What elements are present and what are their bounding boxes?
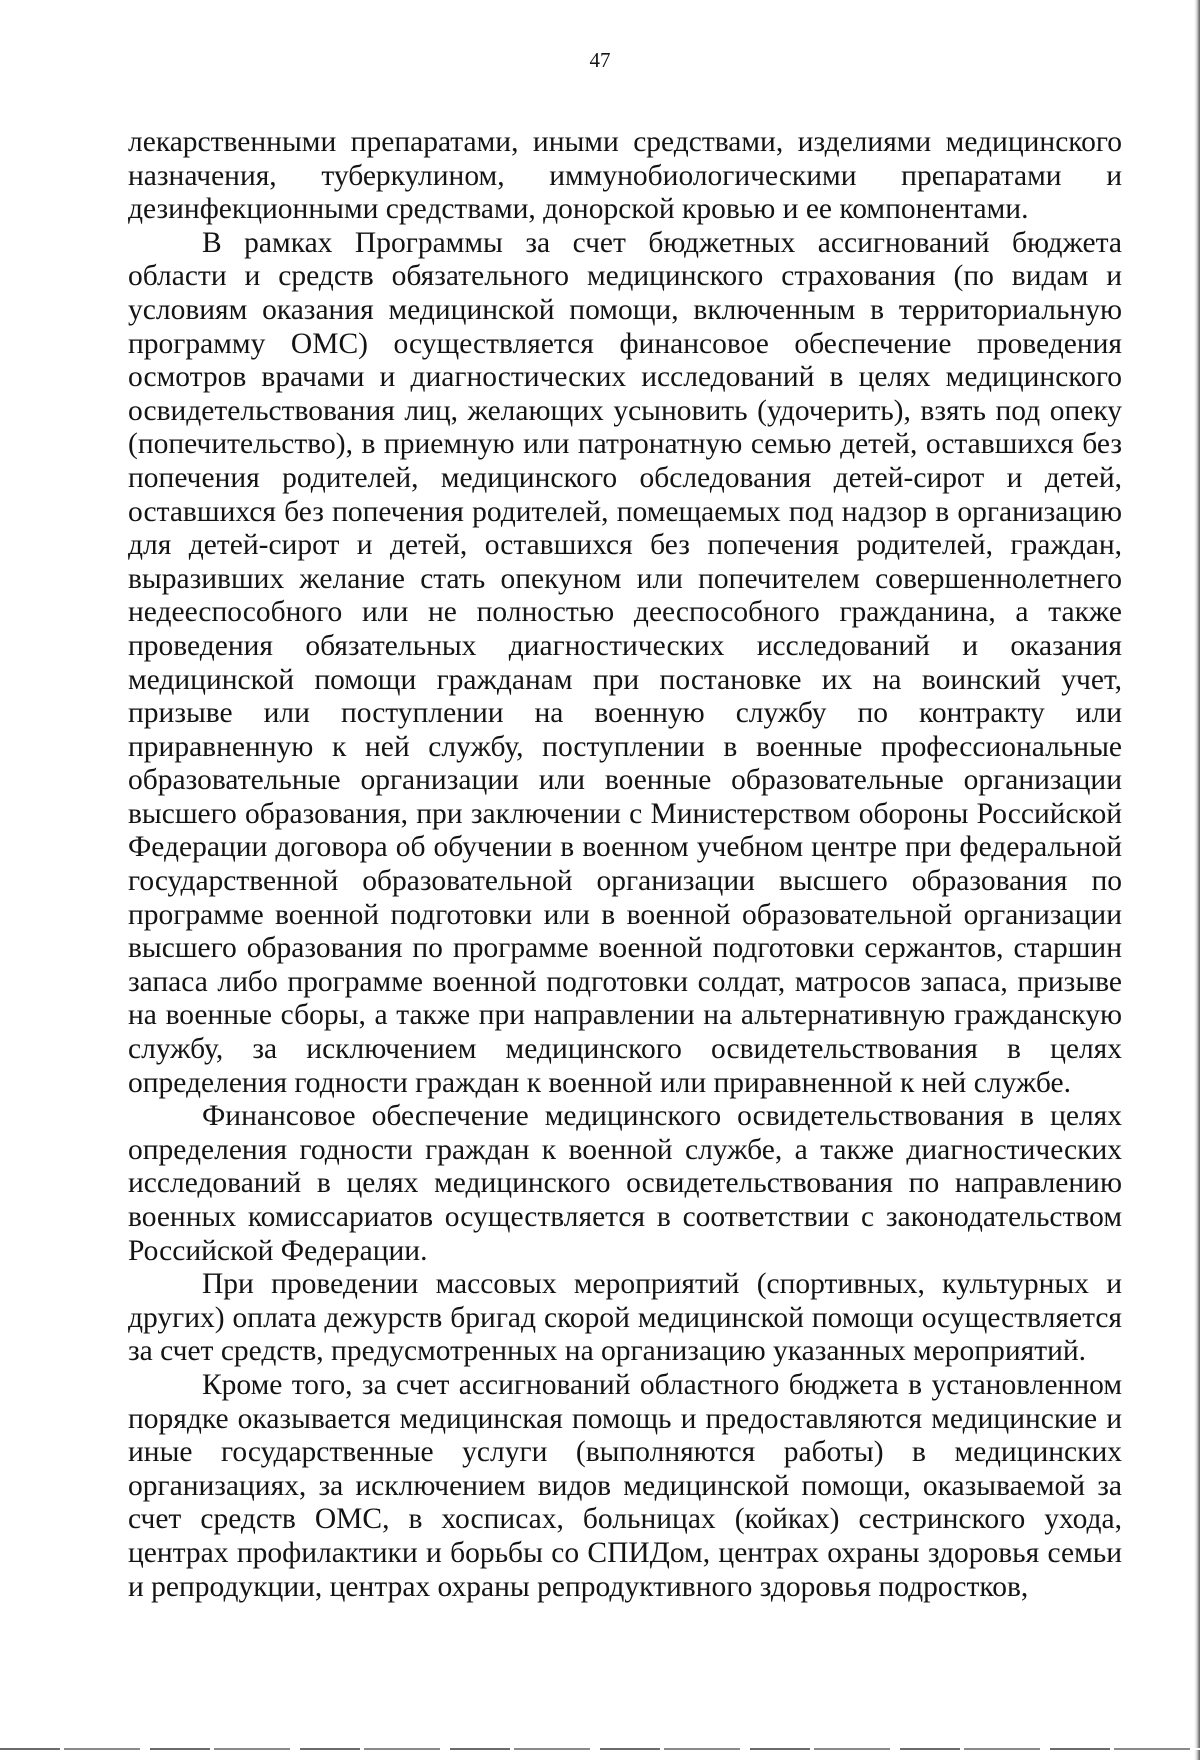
- paragraph-continuation: лекарственными препаратами, иными средствами, изделиями медицинского назначения, туберкулином, иммунобиологическими препаратами и дезинфекционными средствами, донорской кровью и ее компонентами.: [128, 126, 1122, 226]
- scan-edge-bottom: [0, 1748, 1200, 1750]
- paragraph-mass-events: При проведении массовых мероприятий (спортивных, культурных и других) оплата дежурств бригад скорой медицинской помощи осуществляется за счет средств, предусмотренных на организацию указанных мероприятий.: [128, 1268, 1122, 1368]
- paragraph-military-examination: Финансовое обеспечение медицинского освидетельствования в целях определения годности граждан к военной службе, а также диагностических исследований в целях медицинского освидетельствования по направлению военных комиссариатов осуществляется в соответствии с законодательством Российской Федерации.: [128, 1100, 1122, 1267]
- page-number: 47: [589, 48, 611, 72]
- paragraph-program-financing: В рамках Программы за счет бюджетных ассигнований бюджета области и средств обязательного медицинского страхования (по видам и условиям оказания медицинской помощи, включенным в территориальную программу ОМС) осуществляется финансовое обеспечение проведения осмотров врачами и диагностических исследований в целях медицинского освидетельствования лиц, желающих усыновить (удочерить), взять под опеку (попечительство), в приемную или патронатную семью детей, оставшихся без попечения родителей, медицинского обследования детей-сирот и детей, оставшихся без попечения родителей, помещаемых под надзор в организацию для детей-сирот и детей, оставшихся без попечения родителей, граждан, выразивших желание стать опекуном или попечителем совершеннолетнего недееспособного или не полностью дееспособного гражданина, а также проведения обязательных диагностических исследований и оказания медицинской помощи гражданам при постановке их на воинский учет, призыве или поступлении на военную службу по контракту или приравненную к ней службу, поступлении в военные профессиональные образовательные организации или военные образовательные организации высшего образования, при заключении с Министерством обороны Российской Федерации договора об обучении в военном учебном центре при федеральной государственной образовательной организации высшего образования по программе военной подготовки или в военной образовательной организации высшего образования по программе военной подготовки сержантов, старшин запаса либо программе военной подготовки солдат, матросов запаса, призыве на военные сборы, а также при направлении на альтернативную гражданскую службу, за исключением медицинского освидетельствования в целях определения годности граждан к военной или приравненной к ней службе.: [128, 226, 1122, 1099]
- body-text: [128, 126, 1122, 1604]
- scan-edge-right: [1194, 0, 1200, 1760]
- paragraph-regional-budget: Кроме того, за счет ассигнований областного бюджета в установленном порядке оказывается медицинская помощь и предоставляются медицинские и иные государственные услуги (выполняются работы) в медицинских организациях, за исключением видов медицинской помощи, оказываемой за счет средств ОМС, в хосписах, больницах (койках) сестринского ухода, центрах профилактики и борьбы со СПИДом, центрах охраны здоровья семьи и репродукции, центрах охраны репродуктивного здоровья подростков,: [128, 1368, 1122, 1603]
